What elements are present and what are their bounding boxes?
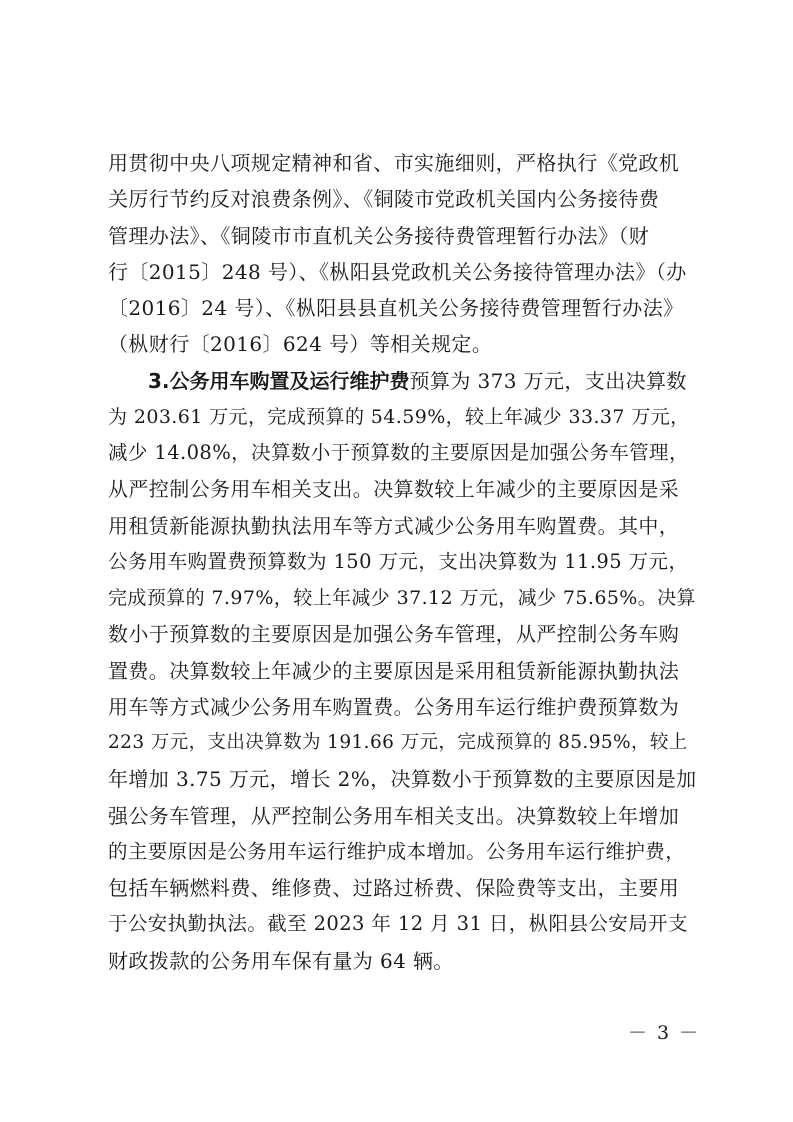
paragraph-line: 强公务车管理，从严控制公务用车相关支出。决算数较上年增加 bbox=[108, 803, 680, 828]
paragraph-line: 用车等方式减少公务用车购置费。公务用车运行维护费预算数为 bbox=[108, 694, 680, 719]
paragraph-line: 管理办法》、《铜陵市市直机关公务接待费管理暂行办法》（财 bbox=[108, 223, 650, 248]
paragraph-line: （枞财行〔2016〕624 号）等相关规定。 bbox=[108, 332, 493, 357]
paragraph-line: 置费。决算数较上年减少的主要原因是采用租赁新能源执勤执法 bbox=[108, 658, 680, 683]
paragraph-line: 用贯彻中央八项规定精神和省、市实施细则，严格执行《党政机 bbox=[108, 151, 680, 175]
paragraph-line: 行〔2015〕248 号）、《枞阳县党政机关公务接待管理办法》（办 bbox=[108, 259, 687, 284]
paragraph-line: 关厉行节约反对浪费条例》、《铜陵市党政机关国内公务接待费 bbox=[108, 187, 660, 212]
page-number: － 3 － bbox=[628, 1022, 701, 1044]
section-3-heading: 3.公务用车购置及运行维护费 bbox=[148, 368, 410, 393]
paragraph-line: 于公安执勤执法。截至 2023 年 12 月 31 日，枞阳县公安局开支 bbox=[108, 912, 688, 936]
paragraph-line: 数小于预算数的主要原因是加强公务车管理，从严控制公务车购 bbox=[108, 622, 680, 647]
paragraph-line: 包括车辆燃料费、维修费、过路过桥费、保险费等支出，主要用 bbox=[108, 876, 680, 900]
paragraph-line: 〔2016〕24 号）、《枞阳县县直机关公务接待费管理暂行办法》 bbox=[108, 296, 684, 320]
section-3-first-line bbox=[108, 363, 698, 399]
body-text bbox=[108, 145, 698, 979]
section-3-first-line-text: 预算为 373 万元，支出决算数 bbox=[409, 368, 687, 393]
paragraph-line: 完成预算的 7.97%，较上年减少 37.12 万元，减少 75.65%。决算 bbox=[108, 587, 696, 609]
paragraph-line: 为 203.61 万元，完成预算的 54.59%，较上年减少 33.37 万元， bbox=[108, 405, 690, 428]
paragraph-line: 用租赁新能源执勤执法用车等方式减少公务用车购置费。其中， bbox=[108, 513, 680, 538]
paragraph-line: 223 万元，支出决算数为 191.66 万元，完成预算的 85.95%，较上 bbox=[108, 732, 688, 753]
paragraph-line: 公务用车购置费预算数为 150 万元，支出决算数为 11.95 万元， bbox=[108, 549, 689, 573]
paragraph-line: 年增加 3.75 万元，增长 2%，决算数小于预算数的主要原因是加 bbox=[108, 767, 697, 792]
paragraph-line: 的主要原因是公务用车运行维护成本增加。公务用车运行维护费， bbox=[108, 839, 686, 863]
paragraph-line: 减少 14.08%，决算数小于预算数的主要原因是加强公务车管理， bbox=[108, 441, 689, 464]
paragraph-line: 财政拨款的公务用车保有量为 64 辆。 bbox=[108, 948, 454, 973]
paragraph-line: 从严控制公务用车相关支出。决算数较上年减少的主要原因是采 bbox=[108, 477, 680, 502]
